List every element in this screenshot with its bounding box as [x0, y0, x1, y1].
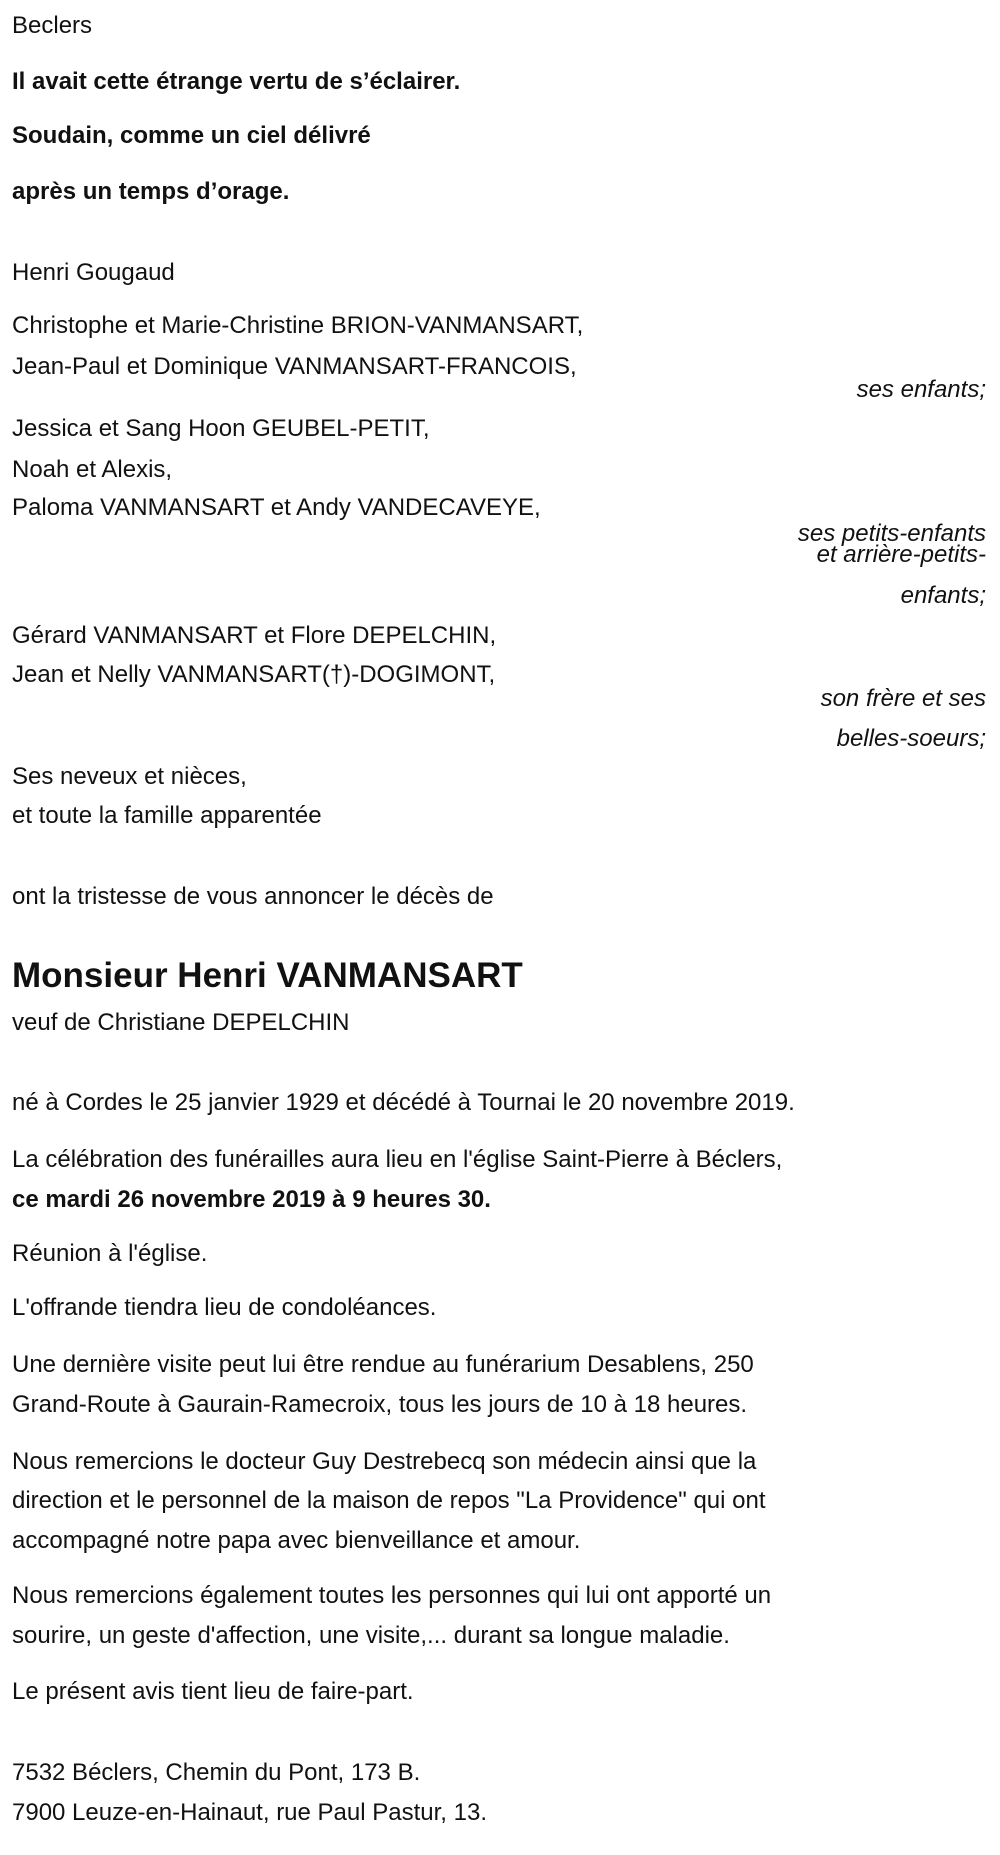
- thanks-all: Nous remercions également toutes les personnes qui lui ont apporté un: [12, 1582, 772, 1609]
- address: 7900 Leuze-en-Hainaut, rue Paul Pastur, 13.: [12, 1799, 487, 1826]
- address: 7532 Béclers, Chemin du Pont, 173 B.: [12, 1759, 421, 1786]
- relation-label: belles-soeurs;: [836, 725, 986, 752]
- place: Beclers: [12, 12, 93, 39]
- family-line: et toute la famille apparentée: [12, 802, 322, 829]
- relation-label: et arrière-petits-: [816, 541, 986, 568]
- thanks-doctor: Nous remercions le docteur Guy Destrebecq son médecin ainsi que la: [12, 1448, 757, 1475]
- ceremony: La célébration des funérailles aura lieu en l'église Saint-Pierre à Béclers,: [12, 1146, 783, 1173]
- thanks-doctor: direction et le personnel de la maison de repos "La Providence" qui ont: [12, 1487, 766, 1514]
- thanks-all: sourire, un geste d'affection, une visite,... durant sa longue maladie.: [12, 1622, 730, 1649]
- family-line: Paloma VANMANSART et Andy VANDECAVEYE,: [12, 494, 541, 521]
- meeting: Réunion à l'église.: [12, 1240, 208, 1267]
- family-line: Jean et Nelly VANMANSART(†)-DOGIMONT,: [12, 661, 496, 688]
- family-line: Christophe et Marie-Christine BRION-VANMANSART,: [12, 312, 584, 339]
- offering: L'offrande tiendra lieu de condoléances.: [12, 1294, 437, 1321]
- announcement: ont la tristesse de vous annoncer le décès de: [12, 883, 494, 910]
- widower-of: veuf de Christiane DEPELCHIN: [12, 1009, 350, 1036]
- family-line: Gérard VANMANSART et Flore DEPELCHIN,: [12, 622, 497, 649]
- quote-author: Henri Gougaud: [12, 259, 175, 286]
- relation-label: son frère et ses: [820, 685, 986, 712]
- family-line: Ses neveux et nièces,: [12, 763, 247, 790]
- deceased-name: Monsieur Henri VANMANSART: [12, 956, 523, 995]
- relation-label: ses petits-enfants: [797, 520, 986, 547]
- visit: Grand-Route à Gaurain-Ramecroix, tous les jours de 10 à 18 heures.: [12, 1391, 748, 1418]
- birth-death: né à Cordes le 25 janvier 1929 et décédé à Tournai le 20 novembre 2019.: [12, 1089, 795, 1116]
- notice: Le présent avis tient lieu de faire-part.: [12, 1678, 414, 1705]
- relation-label: enfants;: [900, 582, 986, 609]
- quote-line: Soudain, comme un ciel délivré: [12, 122, 371, 149]
- visit: Une dernière visite peut lui être rendue au funérarium Desablens, 250: [12, 1351, 754, 1378]
- family-line: Noah et Alexis,: [12, 456, 173, 483]
- relation-label: ses enfants;: [856, 376, 986, 403]
- ceremony-time: ce mardi 26 novembre 2019 à 9 heures 30.: [12, 1186, 491, 1213]
- quote-line: Il avait cette étrange vertu de s’éclairer.: [12, 68, 461, 95]
- family-line: Jessica et Sang Hoon GEUBEL-PETIT,: [12, 415, 430, 442]
- thanks-doctor: accompagné notre papa avec bienveillance et amour.: [12, 1527, 581, 1554]
- family-line: Jean-Paul et Dominique VANMANSART-FRANCOIS,: [12, 353, 577, 380]
- quote-line: après un temps d’orage.: [12, 178, 290, 205]
